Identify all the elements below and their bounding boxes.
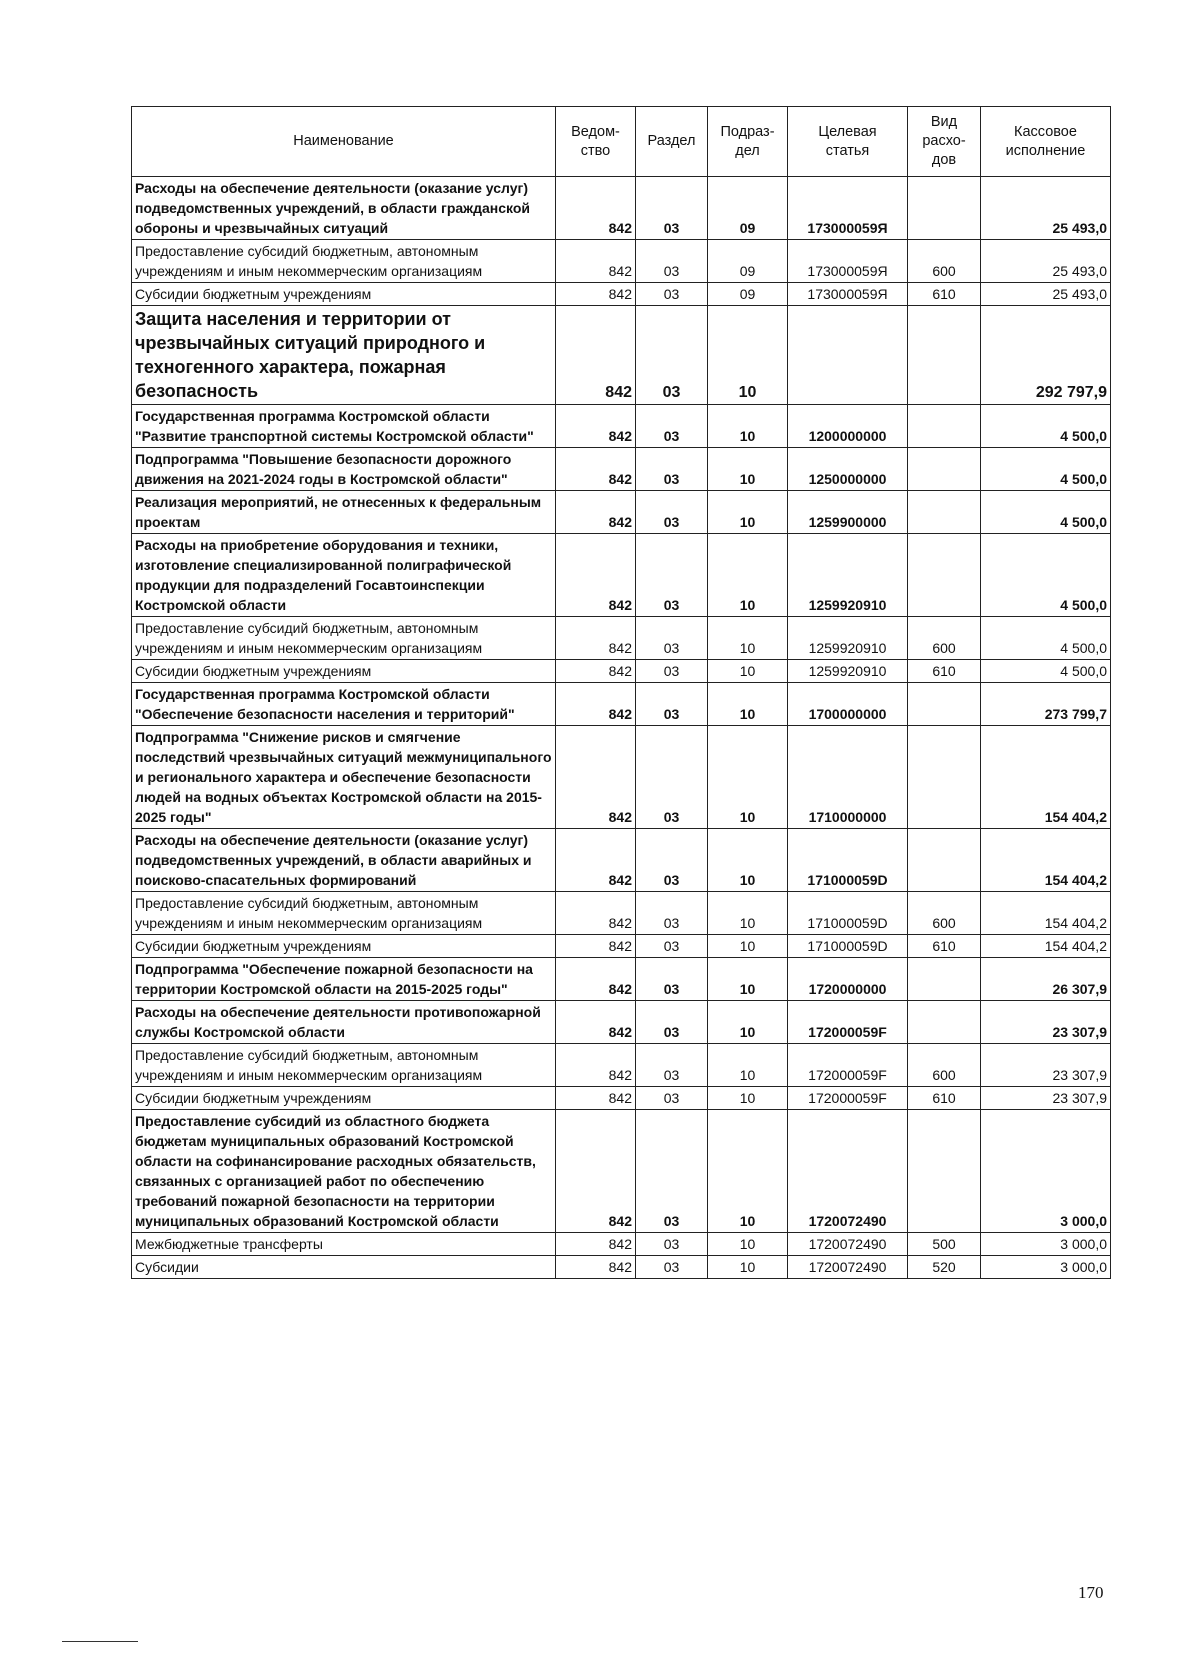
cell-razdel: 03 [636,1256,708,1279]
cell-podrazdel: 10 [708,683,788,726]
table-row [132,405,1111,448]
cell-razdel: 03 [636,534,708,617]
cell-celevaya-statya: 172000059F [788,1001,908,1044]
cell-name: Предоставление субсидий бюджетным, автономным учреждениям и иным некоммерческим организациям [132,240,556,283]
cell-razdel: 03 [636,617,708,660]
cell-kassovoe-ispolnenie: 23 307,9 [981,1044,1111,1087]
cell-razdel: 03 [636,1001,708,1044]
cell-vid-rashodov: 600 [908,617,981,660]
table-row [132,306,1111,405]
cell-celevaya-statya: 1259920910 [788,617,908,660]
cell-razdel: 03 [636,1044,708,1087]
cell-celevaya-statya: 173000059Я [788,240,908,283]
cell-vedomstvo: 842 [556,534,636,617]
cell-name: Реализация мероприятий, не отнесенных к федеральным проектам [132,491,556,534]
cell-kassovoe-ispolnenie: 4 500,0 [981,491,1111,534]
table-row [132,935,1111,958]
table-row [132,1110,1111,1233]
cell-podrazdel: 10 [708,935,788,958]
cell-vedomstvo: 842 [556,892,636,935]
cell-vid-rashodov: 600 [908,240,981,283]
table-row [132,1044,1111,1087]
cell-podrazdel: 10 [708,617,788,660]
cell-podrazdel: 10 [708,1044,788,1087]
cell-celevaya-statya: 171000059D [788,892,908,935]
page-number: 170 [1078,1583,1104,1602]
cell-podrazdel: 10 [708,491,788,534]
table-body [132,177,1111,1279]
cell-vid-rashodov [908,829,981,892]
cell-kassovoe-ispolnenie: 25 493,0 [981,177,1111,240]
cell-vid-rashodov [908,683,981,726]
cell-razdel: 03 [636,829,708,892]
table-row [132,177,1111,240]
cell-podrazdel: 10 [708,829,788,892]
table-row [132,958,1111,1001]
cell-vid-rashodov [908,726,981,829]
cell-celevaya-statya: 172000059F [788,1087,908,1110]
cell-kassovoe-ispolnenie: 4 500,0 [981,534,1111,617]
cell-razdel: 03 [636,683,708,726]
cell-vedomstvo: 842 [556,177,636,240]
cell-podrazdel: 10 [708,534,788,617]
cell-name: Предоставление субсидий бюджетным, автономным учреждениям и иным некоммерческим организациям [132,892,556,935]
cell-vedomstvo: 842 [556,683,636,726]
cell-name: Межбюджетные трансферты [132,1233,556,1256]
table-row [132,240,1111,283]
cell-celevaya-statya: 172000059F [788,1044,908,1087]
cell-razdel: 03 [636,1087,708,1110]
cell-vedomstvo: 842 [556,958,636,1001]
cell-celevaya-statya: 1720072490 [788,1233,908,1256]
cell-vedomstvo: 842 [556,448,636,491]
cell-kassovoe-ispolnenie: 25 493,0 [981,240,1111,283]
table-row [132,1233,1111,1256]
cell-name: Государственная программа Костромской области "Обеспечение безопасности населения и территорий" [132,683,556,726]
cell-celevaya-statya: 1720072490 [788,1110,908,1233]
cell-razdel: 03 [636,491,708,534]
cell-vedomstvo: 842 [556,240,636,283]
cell-podrazdel: 10 [708,1233,788,1256]
cell-podrazdel: 10 [708,892,788,935]
cell-name: Субсидии бюджетным учреждениям [132,660,556,683]
cell-podrazdel: 09 [708,283,788,306]
cell-celevaya-statya [788,306,908,405]
cell-vedomstvo: 842 [556,1233,636,1256]
table-row [132,660,1111,683]
cell-name: Субсидии бюджетным учреждениям [132,935,556,958]
cell-name: Расходы на обеспечение деятельности (оказание услуг) подведомственных учреждений, в области аварийных и поисково-спасательных формирований [132,829,556,892]
cell-celevaya-statya: 1700000000 [788,683,908,726]
cell-vedomstvo: 842 [556,306,636,405]
cell-vid-rashodov [908,1110,981,1233]
cell-razdel: 03 [636,240,708,283]
cell-kassovoe-ispolnenie: 25 493,0 [981,283,1111,306]
cell-vid-rashodov: 610 [908,660,981,683]
cell-razdel: 03 [636,405,708,448]
cell-podrazdel: 10 [708,958,788,1001]
cell-kassovoe-ispolnenie: 292 797,9 [981,306,1111,405]
cell-vedomstvo: 842 [556,405,636,448]
cell-celevaya-statya: 1259920910 [788,660,908,683]
table-header-row [132,107,1111,177]
header-naimenovanie: Наименование [132,107,556,177]
table-row [132,1087,1111,1110]
header-kassovoe-ispolnenie: Кассовое исполнение [981,107,1111,177]
cell-celevaya-statya: 1259920910 [788,534,908,617]
cell-vid-rashodov [908,405,981,448]
table-row [132,491,1111,534]
cell-kassovoe-ispolnenie: 23 307,9 [981,1087,1111,1110]
cell-kassovoe-ispolnenie: 3 000,0 [981,1233,1111,1256]
cell-celevaya-statya: 1720072490 [788,1256,908,1279]
cell-name: Предоставление субсидий из областного бюджета бюджетам муниципальных образований Костромской области на софинансирование расходных обязательств, связанных с организацией работ по обеспечению требований пожарной безопасности на территории муниципальных образований Костромской области [132,1110,556,1233]
cell-kassovoe-ispolnenie: 26 307,9 [981,958,1111,1001]
cell-kassovoe-ispolnenie: 154 404,2 [981,829,1111,892]
cell-razdel: 03 [636,283,708,306]
cell-celevaya-statya: 171000059D [788,829,908,892]
header-vid-rashodov: Вид расхо- дов [908,107,981,177]
cell-vedomstvo: 842 [556,660,636,683]
cell-celevaya-statya: 173000059Я [788,283,908,306]
cell-name: Защита населения и территории от чрезвычайных ситуаций природного и техногенного характера, пожарная безопасность [132,306,556,405]
cell-podrazdel: 10 [708,726,788,829]
cell-podrazdel: 10 [708,306,788,405]
cell-razdel: 03 [636,1233,708,1256]
table-row [132,448,1111,491]
cell-vid-rashodov [908,491,981,534]
cell-name: Расходы на обеспечение деятельности противопожарной службы Костромской области [132,1001,556,1044]
cell-kassovoe-ispolnenie: 154 404,2 [981,726,1111,829]
cell-vid-rashodov [908,534,981,617]
table-row [132,534,1111,617]
cell-name: Субсидии бюджетным учреждениям [132,283,556,306]
header-razdel: Раздел [636,107,708,177]
cell-razdel: 03 [636,1110,708,1233]
cell-celevaya-statya: 1200000000 [788,405,908,448]
cell-vid-rashodov [908,306,981,405]
cell-vedomstvo: 842 [556,1087,636,1110]
header-podrazdel: Подраз- дел [708,107,788,177]
cell-podrazdel: 10 [708,405,788,448]
cell-podrazdel: 10 [708,1110,788,1233]
cell-celevaya-statya: 171000059D [788,935,908,958]
cell-vid-rashodov [908,448,981,491]
cell-vedomstvo: 842 [556,726,636,829]
cell-kassovoe-ispolnenie: 154 404,2 [981,892,1111,935]
cell-name: Субсидии [132,1256,556,1279]
cell-name: Предоставление субсидий бюджетным, автономным учреждениям и иным некоммерческим организациям [132,1044,556,1087]
cell-vedomstvo: 842 [556,491,636,534]
cell-podrazdel: 10 [708,660,788,683]
cell-name: Расходы на приобретение оборудования и техники, изготовление специализированной полиграфической продукции для подразделений Госавтоинспекции Костромской области [132,534,556,617]
cell-razdel: 03 [636,448,708,491]
cell-vid-rashodov: 610 [908,935,981,958]
cell-vid-rashodov: 600 [908,892,981,935]
cell-kassovoe-ispolnenie: 4 500,0 [981,405,1111,448]
cell-vid-rashodov: 600 [908,1044,981,1087]
cell-name: Предоставление субсидий бюджетным, автономным учреждениям и иным некоммерческим организациям [132,617,556,660]
table-row [132,726,1111,829]
cell-razdel: 03 [636,726,708,829]
cell-vedomstvo: 842 [556,1256,636,1279]
cell-vedomstvo: 842 [556,1110,636,1233]
cell-celevaya-statya: 1250000000 [788,448,908,491]
cell-kassovoe-ispolnenie: 23 307,9 [981,1001,1111,1044]
cell-podrazdel: 09 [708,177,788,240]
cell-podrazdel: 10 [708,1001,788,1044]
cell-kassovoe-ispolnenie: 4 500,0 [981,448,1111,491]
cell-razdel: 03 [636,306,708,405]
cell-vedomstvo: 842 [556,935,636,958]
cell-podrazdel: 10 [708,448,788,491]
cell-name: Расходы на обеспечение деятельности (оказание услуг) подведомственных учреждений, в области гражданской обороны и чрезвычайных ситуаций [132,177,556,240]
cell-kassovoe-ispolnenie: 4 500,0 [981,617,1111,660]
cell-podrazdel: 10 [708,1256,788,1279]
cell-name: Подпрограмма "Обеспечение пожарной безопасности на территории Костромской области на 2015-2025 годы" [132,958,556,1001]
budget-table [131,106,1111,1279]
cell-kassovoe-ispolnenie: 273 799,7 [981,683,1111,726]
cell-vedomstvo: 842 [556,1044,636,1087]
cell-kassovoe-ispolnenie: 4 500,0 [981,660,1111,683]
table-row [132,892,1111,935]
cell-vid-rashodov: 610 [908,1087,981,1110]
cell-name: Подпрограмма "Повышение безопасности дорожного движения на 2021-2024 годы в Костромской области" [132,448,556,491]
cell-name: Подпрограмма "Снижение рисков и смягчение последствий чрезвычайных ситуаций межмуниципального и регионального характера и обеспечение безопасности людей на водных объектах Костромской области на 2015-2025 годы" [132,726,556,829]
cell-razdel: 03 [636,935,708,958]
cell-kassovoe-ispolnenie: 154 404,2 [981,935,1111,958]
cell-vid-rashodov [908,958,981,1001]
cell-razdel: 03 [636,958,708,1001]
cell-razdel: 03 [636,660,708,683]
table-row [132,1001,1111,1044]
cell-razdel: 03 [636,177,708,240]
cell-vid-rashodov: 500 [908,1233,981,1256]
cell-vid-rashodov [908,177,981,240]
table-row [132,283,1111,306]
cell-vedomstvo: 842 [556,1001,636,1044]
cell-vid-rashodov [908,1001,981,1044]
table-row [132,829,1111,892]
cell-podrazdel: 10 [708,1087,788,1110]
cell-kassovoe-ispolnenie: 3 000,0 [981,1256,1111,1279]
cell-kassovoe-ispolnenie: 3 000,0 [981,1110,1111,1233]
footer-rule [62,1641,138,1642]
cell-vedomstvo: 842 [556,829,636,892]
cell-vedomstvo: 842 [556,283,636,306]
cell-name: Субсидии бюджетным учреждениям [132,1087,556,1110]
cell-celevaya-statya: 1259900000 [788,491,908,534]
cell-vedomstvo: 842 [556,617,636,660]
cell-celevaya-statya: 173000059Я [788,177,908,240]
cell-podrazdel: 09 [708,240,788,283]
cell-vid-rashodov: 610 [908,283,981,306]
cell-razdel: 03 [636,892,708,935]
table-row [132,617,1111,660]
table-row [132,1256,1111,1279]
header-celevaya-statya: Целевая статья [788,107,908,177]
table-row [132,683,1111,726]
cell-vid-rashodov: 520 [908,1256,981,1279]
header-vedomstvo: Ведом- ство [556,107,636,177]
cell-celevaya-statya: 1720000000 [788,958,908,1001]
cell-name: Государственная программа Костромской области "Развитие транспортной системы Костромской области" [132,405,556,448]
cell-celevaya-statya: 1710000000 [788,726,908,829]
